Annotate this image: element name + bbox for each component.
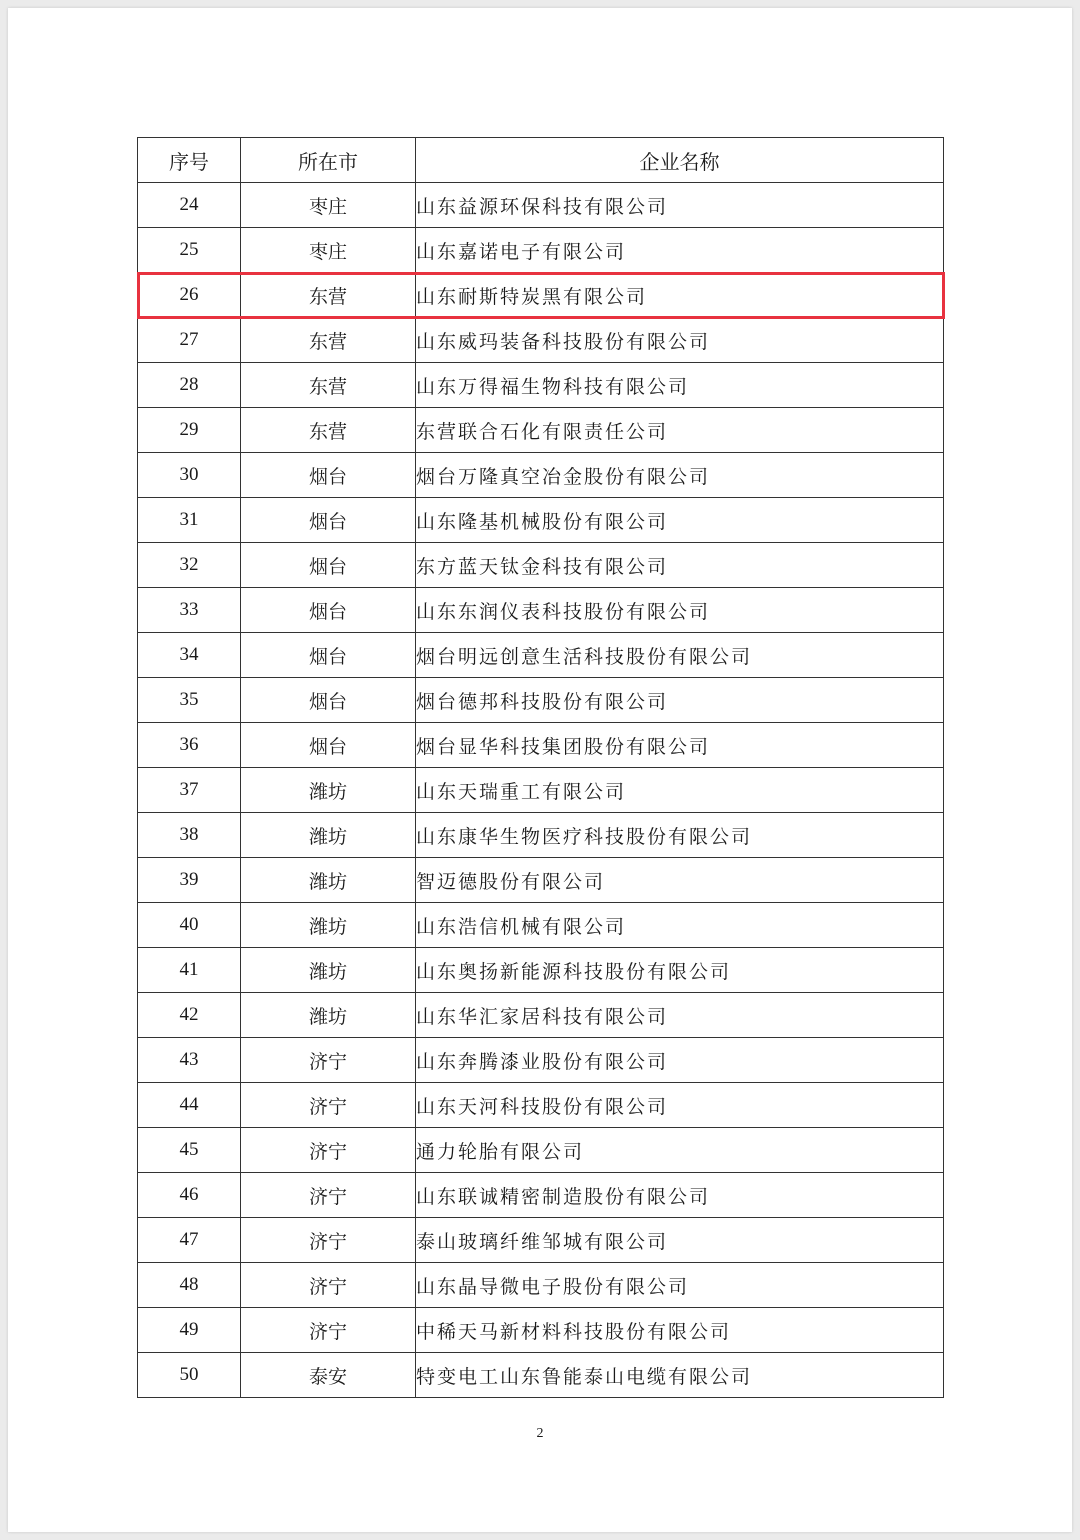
table-row [138,813,944,858]
cell-serial-number: 35 [138,678,241,723]
cell-company-name: 中稀天马新材料科技股份有限公司 [416,1308,944,1353]
cell-company-name: 烟台明远创意生活科技股份有限公司 [416,633,944,678]
table-row [138,408,944,453]
cell-city: 烟台 [241,678,416,723]
cell-city: 枣庄 [241,228,416,273]
cell-city: 泰安 [241,1353,416,1398]
table-row [138,993,944,1038]
cell-serial-number: 28 [138,363,241,408]
table-row [138,453,944,498]
cell-serial-number: 47 [138,1218,241,1263]
cell-company-name: 山东威玛装备科技股份有限公司 [416,318,944,363]
cell-company-name: 烟台万隆真空冶金股份有限公司 [416,453,944,498]
cell-company-name: 山东联诚精密制造股份有限公司 [416,1173,944,1218]
header-city: 所在市 [241,138,416,183]
table-row [138,1353,944,1398]
table-row [138,543,944,588]
cell-serial-number: 49 [138,1308,241,1353]
table-row [138,858,944,903]
cell-city: 济宁 [241,1218,416,1263]
cell-city: 潍坊 [241,993,416,1038]
cell-city: 潍坊 [241,948,416,993]
cell-serial-number: 43 [138,1038,241,1083]
cell-company-name: 山东天河科技股份有限公司 [416,1083,944,1128]
table-row [138,1128,944,1173]
cell-company-name: 山东益源环保科技有限公司 [416,183,944,228]
cell-company-name: 烟台德邦科技股份有限公司 [416,678,944,723]
table-row [138,723,944,768]
table-row [138,633,944,678]
cell-serial-number: 46 [138,1173,241,1218]
cell-company-name: 东营联合石化有限责任公司 [416,408,944,453]
table-row [138,273,944,318]
cell-city: 潍坊 [241,813,416,858]
table-row [138,1083,944,1128]
cell-city: 东营 [241,318,416,363]
cell-city: 济宁 [241,1038,416,1083]
company-table [137,137,944,1398]
cell-company-name: 智迈德股份有限公司 [416,858,944,903]
header-company-name: 企业名称 [416,138,944,183]
page-number: 2 [536,1426,544,1441]
cell-city: 烟台 [241,498,416,543]
cell-serial-number: 34 [138,633,241,678]
table-row [138,498,944,543]
table-row [138,1308,944,1353]
cell-serial-number: 33 [138,588,241,633]
table-row [138,588,944,633]
cell-serial-number: 38 [138,813,241,858]
cell-company-name: 山东嘉诺电子有限公司 [416,228,944,273]
cell-city: 济宁 [241,1308,416,1353]
cell-company-name: 特变电工山东鲁能泰山电缆有限公司 [416,1353,944,1398]
cell-company-name: 山东晶导微电子股份有限公司 [416,1263,944,1308]
cell-city: 烟台 [241,543,416,588]
cell-serial-number: 32 [138,543,241,588]
cell-city: 济宁 [241,1263,416,1308]
cell-serial-number: 37 [138,768,241,813]
cell-city: 东营 [241,363,416,408]
cell-city: 济宁 [241,1173,416,1218]
cell-company-name: 山东隆基机械股份有限公司 [416,498,944,543]
table-row [138,183,944,228]
table-row [138,1173,944,1218]
cell-company-name: 山东奥扬新能源科技股份有限公司 [416,948,944,993]
cell-city: 烟台 [241,453,416,498]
cell-company-name: 山东东润仪表科技股份有限公司 [416,588,944,633]
cell-serial-number: 31 [138,498,241,543]
cell-serial-number: 29 [138,408,241,453]
cell-city: 烟台 [241,633,416,678]
cell-city: 潍坊 [241,858,416,903]
cell-serial-number: 39 [138,858,241,903]
cell-serial-number: 41 [138,948,241,993]
cell-serial-number: 45 [138,1128,241,1173]
table-row [138,1218,944,1263]
table-row [138,1038,944,1083]
cell-company-name: 山东天瑞重工有限公司 [416,768,944,813]
cell-serial-number: 44 [138,1083,241,1128]
cell-serial-number: 27 [138,318,241,363]
table-row [138,1263,944,1308]
cell-serial-number: 36 [138,723,241,768]
cell-company-name: 东方蓝天钛金科技有限公司 [416,543,944,588]
cell-serial-number: 40 [138,903,241,948]
cell-serial-number: 25 [138,228,241,273]
table-row [138,228,944,273]
table-row [138,948,944,993]
cell-serial-number: 26 [138,273,241,318]
cell-serial-number: 50 [138,1353,241,1398]
cell-company-name: 山东浩信机械有限公司 [416,903,944,948]
cell-city: 潍坊 [241,768,416,813]
cell-serial-number: 30 [138,453,241,498]
table-row [138,678,944,723]
cell-city: 枣庄 [241,183,416,228]
cell-city: 东营 [241,408,416,453]
header-serial-number: 序号 [138,138,241,183]
cell-serial-number: 48 [138,1263,241,1308]
table-row [138,363,944,408]
cell-company-name: 山东康华生物医疗科技股份有限公司 [416,813,944,858]
cell-city: 烟台 [241,723,416,768]
cell-city: 潍坊 [241,903,416,948]
table-header-row [138,138,944,183]
cell-serial-number: 42 [138,993,241,1038]
cell-company-name: 山东奔腾漆业股份有限公司 [416,1038,944,1083]
table-row [138,768,944,813]
cell-city: 烟台 [241,588,416,633]
cell-company-name: 山东万得福生物科技有限公司 [416,363,944,408]
cell-serial-number: 24 [138,183,241,228]
cell-city: 东营 [241,273,416,318]
cell-company-name: 通力轮胎有限公司 [416,1128,944,1173]
table-body [138,183,944,1398]
table-row [138,903,944,948]
cell-city: 济宁 [241,1128,416,1173]
table-row [138,318,944,363]
cell-company-name: 山东华汇家居科技有限公司 [416,993,944,1038]
cell-company-name: 山东耐斯特炭黑有限公司 [416,273,944,318]
cell-company-name: 烟台显华科技集团股份有限公司 [416,723,944,768]
cell-city: 济宁 [241,1083,416,1128]
cell-company-name: 泰山玻璃纤维邹城有限公司 [416,1218,944,1263]
